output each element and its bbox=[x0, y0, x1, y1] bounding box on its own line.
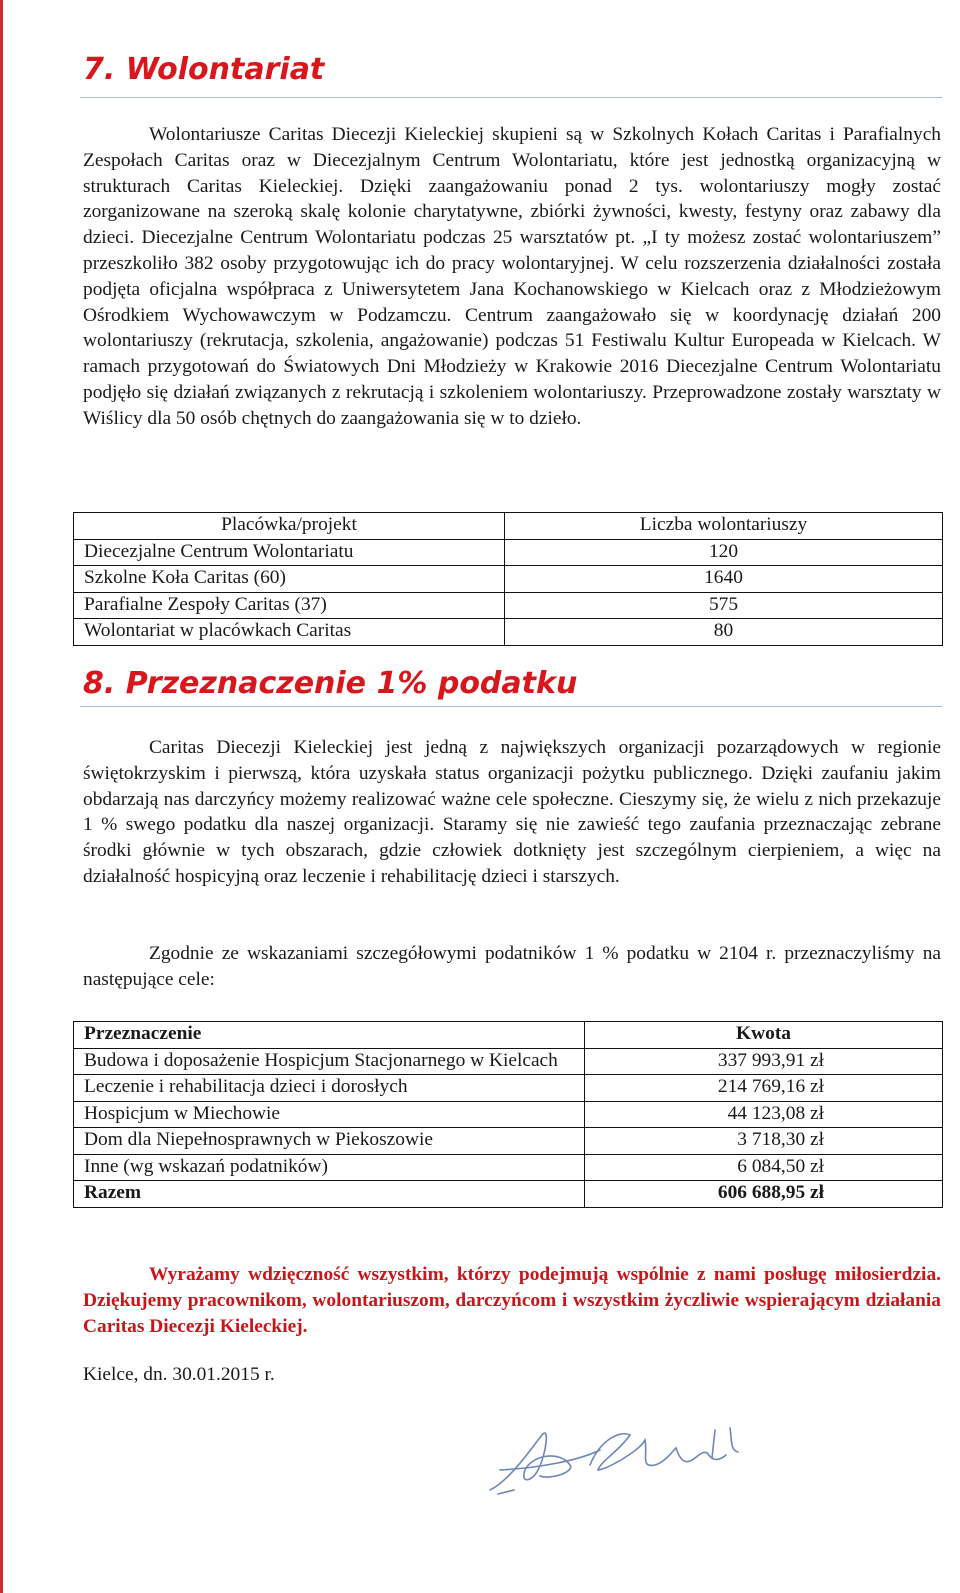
table-row bbox=[74, 539, 943, 566]
section-7-rule bbox=[80, 97, 942, 98]
signature-image bbox=[480, 1410, 780, 1500]
table-cell: Diecezjalne Centrum Wolontariatu bbox=[74, 539, 505, 566]
section-8-header bbox=[83, 666, 941, 702]
date-line: Kielce, dn. 30.01.2015 r. bbox=[83, 1364, 275, 1385]
date-block bbox=[83, 1362, 941, 1388]
table-cell: Wolontariat w placówkach Caritas bbox=[74, 619, 505, 646]
table-cell: 575 bbox=[505, 592, 943, 619]
volunteers-table bbox=[73, 512, 943, 646]
table-header-cell: Liczba wolontariuszy bbox=[505, 513, 943, 540]
section-7-body bbox=[83, 122, 941, 432]
table-cell: Budowa i doposażenie Hospicjum Stacjonarnego w Kielcach bbox=[74, 1048, 585, 1075]
thanks-block bbox=[83, 1262, 941, 1339]
section-8-body bbox=[83, 735, 941, 890]
section-8-paragraph-1: Caritas Diecezji Kieleckiej jest jedną z największych organizacji pozarządowych w regionie świętokrzyskim i pierwszą, która uzyskała status organizacji pożytku publicznego. Dzięki zaufaniu jakim obdarzają nas darczyńcy możemy realizować ważne cele społeczne. Cieszymy się, że wielu z nich przekazuje 1 % swego podatku dla naszej organizacji. Staramy się nie zawieść tego zaufania przeznaczając zebrane środki głównie w tych obszarach, gdzie człowiek dotknięty jest szczególnym cierpieniem, a więc na działalność hospicyjną oraz leczenie i rehabilitację dzieci i starszych. bbox=[83, 737, 941, 887]
table-row bbox=[74, 619, 943, 646]
table-cell: 3 718,30 zł bbox=[585, 1128, 943, 1155]
table-row bbox=[74, 1128, 943, 1155]
table-cell: Inne (wg wskazań podatników) bbox=[74, 1154, 585, 1181]
section-8-paragraph-2: Zgodnie ze wskazaniami szczegółowymi podatników 1 % podatku w 2104 r. przeznaczyliśmy na następujące cele: bbox=[83, 943, 941, 990]
table-row bbox=[74, 1101, 943, 1128]
table-row bbox=[74, 1075, 943, 1102]
thanks-paragraph: Wyrażamy wdzięczność wszystkim, którzy podejmują wspólnie z nami posługę miłosierdzia. Dziękujemy pracownikom, wolontariuszom, darczyńcom i wszystkim życzliwie wspierającym działania Caritas Diecezji Kieleckiej. bbox=[83, 1264, 941, 1337]
table-cell: 44 123,08 zł bbox=[585, 1101, 943, 1128]
table-cell: Hospicjum w Miechowie bbox=[74, 1101, 585, 1128]
section-7-title: 7. Wolontariat bbox=[83, 52, 325, 87]
table-cell: Leczenie i rehabilitacja dzieci i dorosłych bbox=[74, 1075, 585, 1102]
table-cell: 80 bbox=[505, 619, 943, 646]
section-8-rule bbox=[80, 706, 942, 707]
table-total-label: Razem bbox=[74, 1181, 585, 1208]
table-header-cell: Przeznaczenie bbox=[74, 1022, 585, 1049]
table-cell: 214 769,16 zł bbox=[585, 1075, 943, 1102]
section-7-header bbox=[83, 52, 941, 88]
table-header-row bbox=[74, 513, 943, 540]
table-cell: Parafialne Zespoły Caritas (37) bbox=[74, 592, 505, 619]
table-row bbox=[74, 1154, 943, 1181]
table-row bbox=[74, 1048, 943, 1075]
table-cell: Dom dla Niepełnosprawnych w Piekoszowie bbox=[74, 1128, 585, 1155]
table-header-row bbox=[74, 1022, 943, 1049]
table-header-cell: Kwota bbox=[585, 1022, 943, 1049]
section-7-paragraph: Wolontariusze Caritas Diecezji Kieleckiej skupieni są w Szkolnych Kołach Caritas i Parafialnych Zespołach Caritas oraz w Diecezjalnym Centrum Wolontariatu, które jest jednostką organizacyjną w strukturach Caritas Kieleckiej. Dzięki zaangażowaniu ponad 2 tys. wolontariuszy mogły zostać zorganizowane na szeroką skalę kolonie charytatywne, zbiórki żywności, kwesty, festyny oraz zabawy dla dzieci. Diecezjalne Centrum Wolontariatu podczas 25 warsztatów pt. „I ty możesz zostać wolontariuszem” przeszkoliło 382 osoby przygotowując ich do pracy wolontaryjnej. W celu rozszerzenia działalności została podjęta oficjalna współpraca z Uniwersytetem Jana Kochanowskiego w Kielcach oraz z Młodzieżowym Ośrodkiem Wychowawczym w Podzamczu. Centrum zaangażowało się w koordynację działań 200 wolontariuszy (rekrutacja, szkolenia, angażowanie) podczas 51 Festiwalu Kultur Europeada w Kielcach. W ramach przygotowań do Światowych Dni Młodzieży w Krakowie 2016 Diecezjalne Centrum Wolontariatu podjęło się działań związanych z rekrutacją i szkoleniem wolontariuszy. Przeprowadzone zostały warsztaty w Wiślicy dla 50 osób chętnych do zaangażowania się w to dzieło. bbox=[83, 124, 941, 429]
tax-allocation-table bbox=[73, 1021, 943, 1208]
left-margin-bar bbox=[0, 0, 3, 1593]
table-header-cell: Placówka/projekt bbox=[74, 513, 505, 540]
table-cell: 337 993,91 zł bbox=[585, 1048, 943, 1075]
section-8-title: 8. Przeznaczenie 1% podatku bbox=[83, 666, 578, 701]
section-8-body-2 bbox=[83, 941, 941, 993]
table-cell: Szkolne Koła Caritas (60) bbox=[74, 566, 505, 593]
table-cell: 1640 bbox=[505, 566, 943, 593]
table-total-value: 606 688,95 zł bbox=[585, 1181, 943, 1208]
table-total-row bbox=[74, 1181, 943, 1208]
table-row bbox=[74, 592, 943, 619]
table-row bbox=[74, 566, 943, 593]
table-cell: 6 084,50 zł bbox=[585, 1154, 943, 1181]
table-cell: 120 bbox=[505, 539, 943, 566]
